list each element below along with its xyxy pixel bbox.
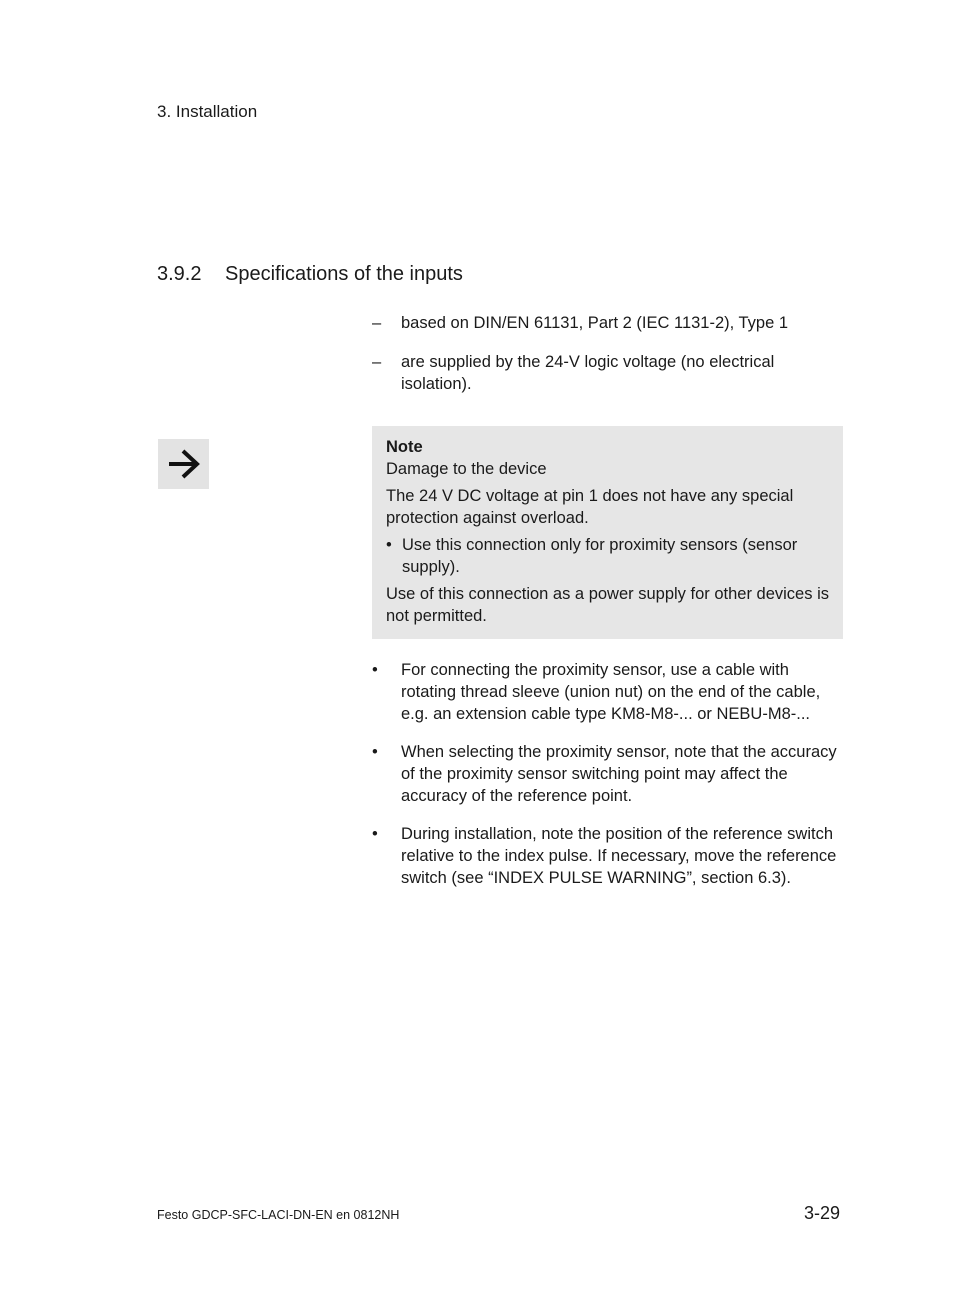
note-paragraph: The 24 V DC voltage at pin 1 does not have any special protection against overload.	[386, 487, 794, 527]
bullet-marker: •	[372, 661, 378, 679]
section-title: Specifications of the inputs	[225, 263, 463, 285]
section-heading	[157, 263, 463, 286]
list-item-text: When selecting the proximity sensor, note that the accuracy of the proximity sensor switching point may affect the accuracy of the reference point.	[401, 743, 837, 805]
bullet-marker: •	[372, 743, 378, 761]
list-item	[372, 741, 842, 807]
list-item	[372, 312, 842, 334]
dash-marker: –	[372, 314, 382, 332]
note-title: Note	[386, 438, 423, 456]
list-item	[372, 823, 842, 889]
list-item-text: During installation, note the position of the reference switch relative to the index pulse. If necessary, move the reference switch (see “INDEX PULSE WARNING”, section 6.3).	[401, 825, 837, 887]
list-item-text: are supplied by the 24-V logic voltage (no electrical isolation).	[401, 353, 775, 393]
list-item	[372, 659, 842, 725]
note-paragraph: Use of this connection as a power supply for other devices is not permitted.	[386, 585, 829, 625]
dash-marker: –	[372, 353, 382, 371]
footer-document-id: Festo GDCP-SFC-LACI-DN-EN en 0812NH	[157, 1208, 400, 1222]
list-item-text: based on DIN/EN 61131, Part 2 (IEC 1131-2), Type 1	[401, 314, 789, 332]
chapter-header: 3. Installation	[157, 102, 258, 121]
note-box	[372, 426, 843, 639]
bullet-marker: •	[372, 825, 378, 843]
list-item	[372, 351, 842, 395]
note-subtitle: Damage to the device	[386, 460, 547, 478]
note-bullet	[386, 534, 831, 578]
list-item-text: For connecting the proximity sensor, use a cable with rotating thread sleeve (union nut) on the end of the cable, e.g. an extension cable type KM8-M8-... or NEBU-M8-...	[401, 661, 821, 723]
page-number: 3-29	[803, 1203, 840, 1223]
note-bullet-text: Use this connection only for proximity sensors (sensor supply).	[402, 536, 798, 576]
section-number: 3.9.2	[157, 263, 202, 285]
bullet-list	[372, 659, 842, 889]
arrow-right-icon	[158, 439, 209, 489]
dash-list	[372, 312, 842, 395]
bullet-marker: •	[386, 536, 392, 554]
